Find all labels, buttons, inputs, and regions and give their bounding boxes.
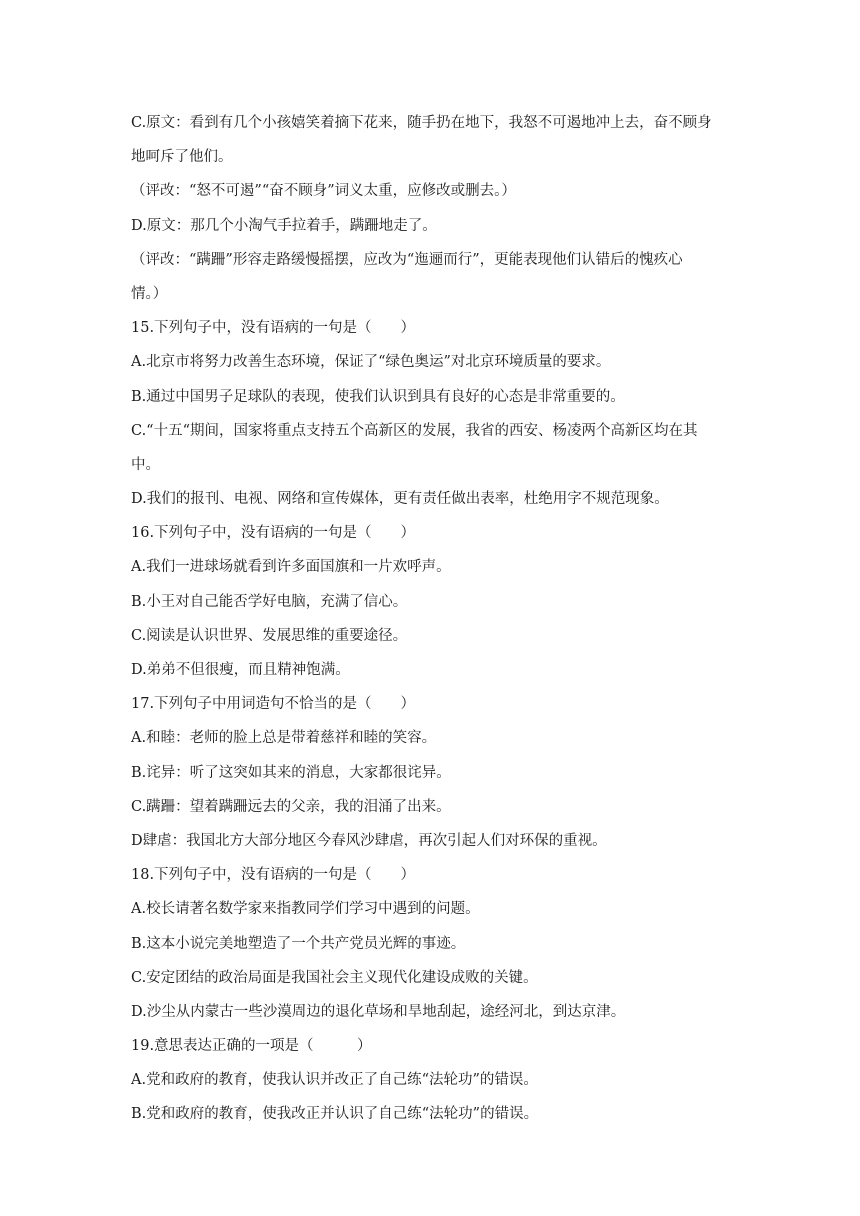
question-15-option-b: B.通过中国男子足球队的表现，使我们认识到具有良好的心态是非常重要的。 [131,388,625,405]
text-line-option-d-comment-cont: 情。） [131,285,168,302]
question-17-option-a: A.和睦：老师的脸上总是带着慈祥和睦的笑容。 [131,730,437,747]
question-18-option-a: A.校长请著名数学家来指教同学们学习中遇到的问题。 [131,901,480,918]
document-content [131,106,741,1132]
text-line-option-d-comment: （评改：“蹒跚”形容走路缓慢摇摆，应改为“迤逦而行”，更能表现他们认错后的愧疚心 [131,251,683,268]
question-18-option-c: C.安定团结的政治局面是我国社会主义现代化建设成败的关键。 [131,969,538,986]
question-17-title: 17.下列句子中用词造句不恰当的是（ ） [131,696,416,713]
question-17-option-d: D肆虐：我国北方大部分地区今春风沙肆虐，再次引起人们对环保的重视。 [131,832,607,849]
text-line-option-c-original-cont: 地呵斥了他们。 [131,149,233,166]
text-line-option-c-original: C.原文：看到有几个小孩嬉笑着摘下花来，随手扔在地下，我怒不可遏地冲上去，奋不顾身 [131,115,712,131]
question-16-option-d: D.弟弟不但很瘦，而且精神饱满。 [131,662,350,678]
question-19-option-a: A.党和政府的教育，使我认识并改正了自己练“法轮功”的错误。 [131,1072,538,1089]
question-15-option-c-cont: 中。 [131,456,160,473]
question-18-title: 18.下列句子中，没有语病的一句是（ ） [131,867,416,884]
question-15-option-d: D.我们的报刊、电视、网络和宣传媒体，更有责任做出表率，杜绝用字不规范现象。 [131,491,669,508]
question-19-option-b: B.党和政府的教育，使我改正并认识了自己练“法轮功”的错误。 [131,1106,539,1123]
text-line-option-c-comment: （评改：“怒不可遏”“奋不顾身”词义太重，应修改或删去。） [131,183,516,200]
question-16-option-b: B.小王对自己能否学好电脑，充满了信心。 [131,593,408,610]
text-line-option-d-original: D.原文：那几个小淘气手拉着手，蹒跚地走了。 [131,217,437,234]
question-18-option-b: B.这本小说完美地塑造了一个共产党员光辉的事迹。 [131,935,466,952]
question-15-title: 15.下列句子中，没有语病的一句是（ ） [131,320,416,337]
question-17-option-b: B.诧异：听了这突如其来的消息，大家都很诧异。 [131,764,451,781]
question-16-option-a: A.我们一进球场就看到许多面国旗和一片欢呼声。 [131,559,451,576]
question-17-option-c: C.蹒跚：望着蹒跚远去的父亲，我的泪涌了出来。 [131,798,451,815]
question-15-option-c: C.“十五“期间，国家将重点支持五个高新区的发展，我省的西安、杨凌两个高新区均在其 [131,422,698,439]
question-15-option-a: A.北京市将努力改善生态环境，保证了“绿色奥运”对北京环境质量的要求。 [131,354,611,371]
question-19-title: 19.意思表达正确的一项是（ ） [131,1038,372,1055]
question-16-title: 16.下列句子中，没有语病的一句是（ ） [131,525,416,542]
question-16-option-c: C.阅读是认识世界、发展思维的重要途径。 [131,627,408,644]
question-18-option-d: D.沙尘从内蒙古一些沙漠周边的退化草场和旱地刮起，途经河北，到达京津。 [131,1003,626,1020]
